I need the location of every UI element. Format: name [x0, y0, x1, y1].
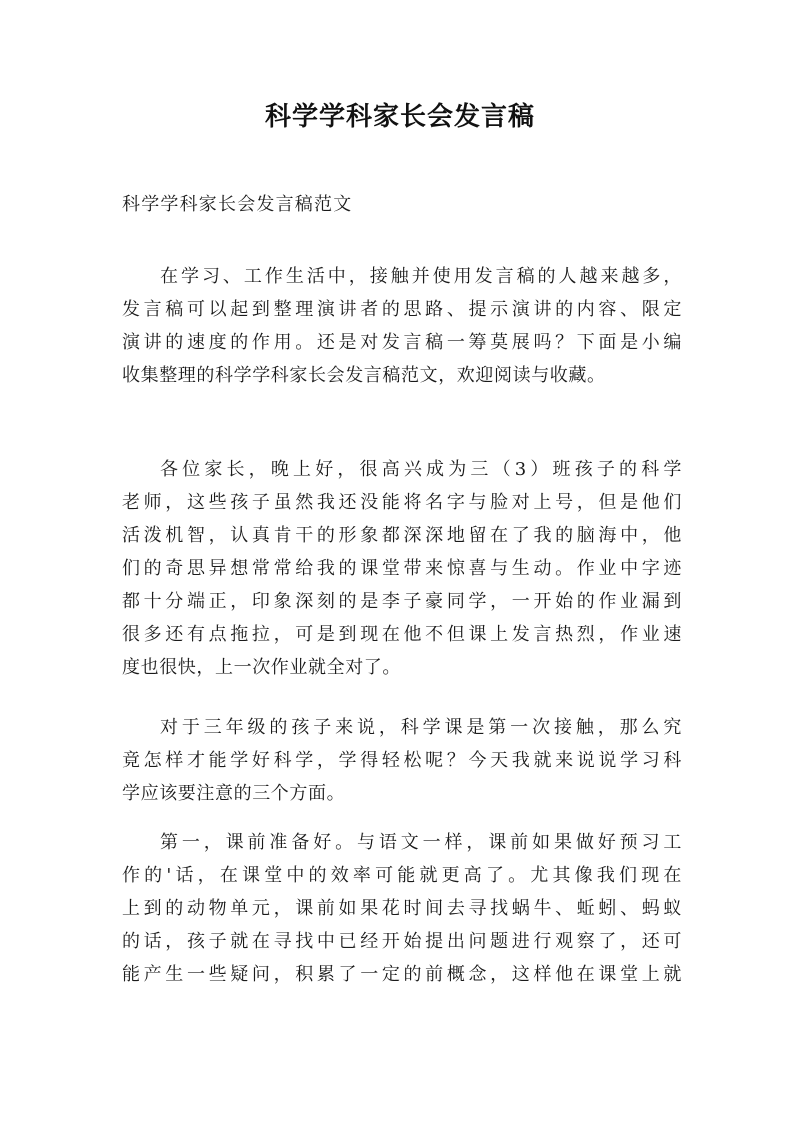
paragraph-line: 竟怎样才能学好科学，学得轻松呢？今天我就来说说学习科	[122, 750, 682, 771]
paragraph-line: 演讲的速度的作用。还是对发言稿一筹莫展吗？下面是小编	[122, 332, 682, 353]
paragraph-line: 都十分端正，印象深刻的是李子豪同学，一开始的作业漏到	[122, 591, 682, 612]
paragraph-line: 学应该要注意的三个方面。	[122, 783, 346, 804]
paragraph-line: 能产生一些疑问，积累了一定的前概念，这样他在课堂上就	[122, 964, 682, 985]
paragraph-intro	[122, 260, 682, 392]
paragraph-line: 们的奇思异想常常给我的课堂带来惊喜与生动。作业中字迹	[122, 558, 682, 579]
document-title: 科学学科家长会发言稿	[264, 102, 535, 132]
paragraph-line: 作的'话，在课堂中的效率可能就更高了。尤其像我们现在	[122, 865, 682, 886]
paragraph-line: 发言稿可以起到整理演讲者的思路、提示演讲的内容、限定	[122, 299, 682, 320]
paragraph-line: 在学习、工作生活中，接触并使用发言稿的人越来越多，	[160, 266, 682, 287]
paragraph-line: 对于三年级的孩子来说，科学课是第一次接触，那么究	[160, 717, 682, 738]
paragraph-line: 度也很快，上一次作业就全对了。	[122, 657, 401, 678]
paragraph-line: 的话，孩子就在寻找中已经开始提出问题进行观察了，还可	[122, 931, 682, 952]
paragraph-line: 收集整理的科学学科家长会发言稿范文，欢迎阅读与收藏。	[122, 365, 606, 386]
document-subtitle: 科学学科家长会发言稿范文	[122, 194, 353, 215]
paragraph-line: 活泼机智，认真肯干的形象都深深地留在了我的脑海中，他	[122, 525, 682, 546]
paragraph-line: 上到的动物单元，课前如果花时间去寻找蜗牛、蚯蚓、蚂蚁	[122, 898, 682, 919]
paragraph-line: 第一，课前准备好。与语文一样，课前如果做好预习工	[160, 832, 682, 853]
paragraph-greeting	[122, 453, 682, 684]
paragraph-line: 各位家长，晚上好，很高兴成为三（3）班孩子的科学	[160, 459, 682, 480]
paragraph-how-to-learn	[122, 711, 682, 810]
paragraph-line: 老师，这些孩子虽然我还没能将名字与脸对上号，但是他们	[122, 492, 682, 513]
paragraph-line: 很多还有点拖拉，可是到现在他不但课上发言热烈，作业速	[122, 624, 682, 645]
paragraph-first-point	[122, 826, 682, 991]
